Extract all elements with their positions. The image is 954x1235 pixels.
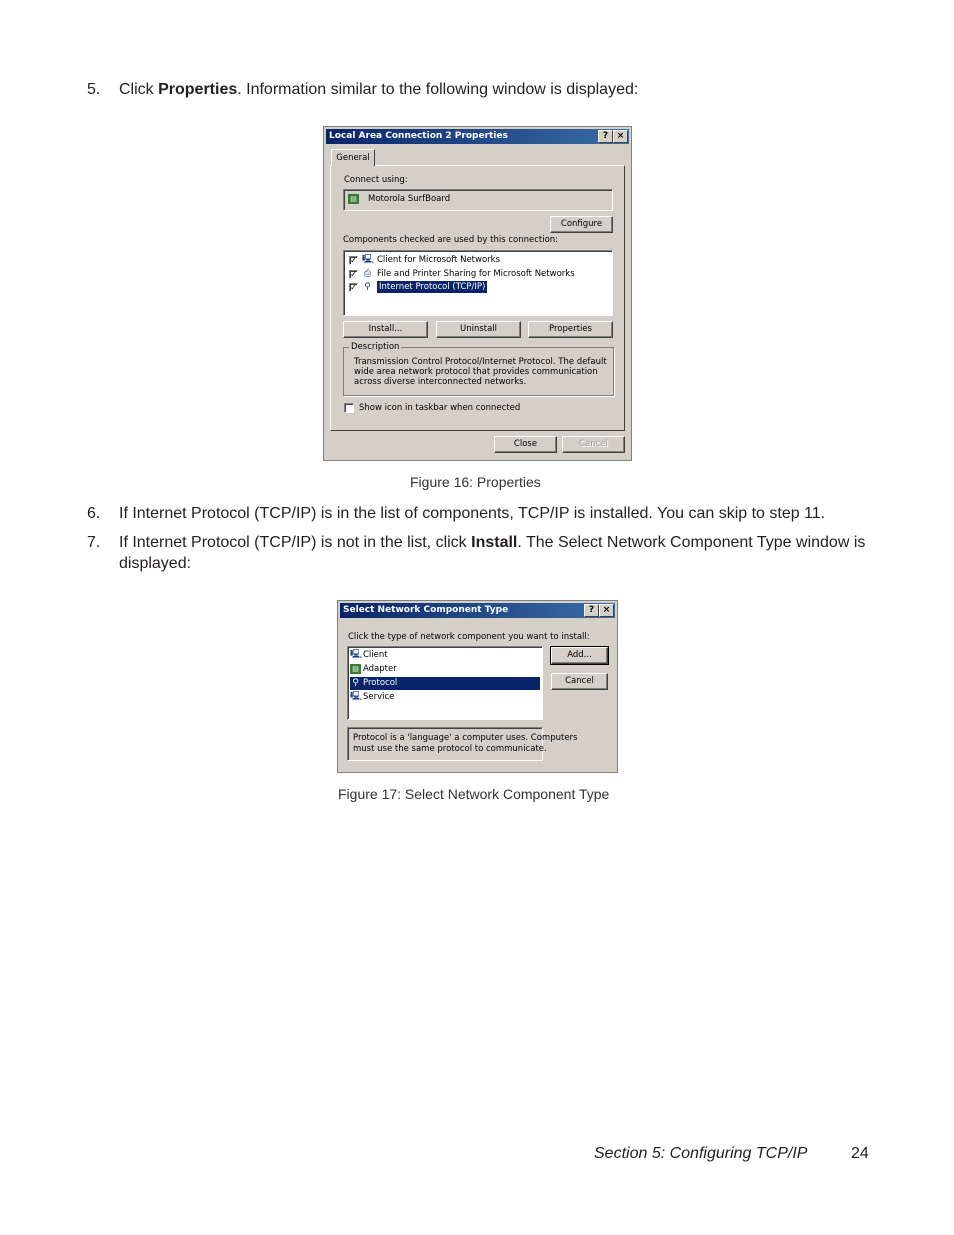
prompt-label: Click the type of network component you want to install: bbox=[348, 632, 590, 642]
close-icon[interactable]: × bbox=[599, 604, 614, 617]
close-button[interactable]: Close bbox=[494, 436, 557, 453]
install-term: Install bbox=[471, 534, 518, 551]
service-icon: 🖳 bbox=[350, 692, 363, 702]
component-type-list[interactable] bbox=[347, 646, 543, 720]
tab-general[interactable]: General bbox=[331, 149, 375, 166]
description-line: wide area network protocol that provides communication bbox=[354, 367, 598, 377]
component-checkbox[interactable]: ✓ bbox=[350, 283, 357, 292]
step-text: Click Properties. Information similar to the following window is displayed: bbox=[119, 81, 639, 98]
list-item[interactable] bbox=[350, 691, 540, 704]
description-line: across diverse interconnected networks. bbox=[354, 377, 527, 387]
step-number: 7. bbox=[87, 534, 101, 551]
properties-term: Properties bbox=[158, 81, 238, 98]
description-line: Transmission Control Protocol/Internet Protocol. The default bbox=[354, 357, 607, 367]
step-6 bbox=[87, 503, 907, 525]
step-7 bbox=[87, 532, 907, 576]
network-card-icon: ▤ bbox=[350, 664, 361, 674]
cancel-button[interactable]: Cancel bbox=[551, 673, 608, 690]
list-item[interactable] bbox=[347, 268, 609, 281]
component-label: Client for Microsoft Networks bbox=[377, 255, 501, 265]
list-item[interactable] bbox=[347, 281, 609, 294]
lan-properties-dialog bbox=[323, 126, 632, 461]
select-component-type-dialog bbox=[337, 600, 618, 773]
step-number: 6. bbox=[87, 505, 101, 522]
component-label: File and Printer Sharing for Microsoft Networks bbox=[377, 269, 575, 279]
step-text: If Internet Protocol (TCP/IP) is not in the list, click Install. The Select Network Component Type window is bbox=[119, 534, 866, 551]
dialog-title: Local Area Connection 2 Properties bbox=[329, 131, 508, 141]
printer-icon: ⎙ bbox=[363, 269, 372, 279]
description-label: Description bbox=[351, 342, 400, 352]
network-card-icon: ▤ bbox=[348, 194, 359, 204]
description-line: Protocol is a 'language' a computer uses. Computers bbox=[353, 733, 578, 743]
help-button[interactable]: ? bbox=[598, 130, 613, 143]
dialog-title: Select Network Component Type bbox=[343, 605, 509, 615]
description-box bbox=[347, 727, 578, 761]
dialog-titlebar bbox=[340, 603, 615, 618]
computer-icon: 🖳 bbox=[362, 255, 375, 265]
list-item-selected[interactable] bbox=[350, 677, 540, 690]
figure-16-caption: Figure 16: Properties bbox=[410, 474, 541, 490]
adapter-name: Motorola SurfBoard bbox=[368, 194, 451, 204]
components-list[interactable] bbox=[343, 250, 613, 316]
component-checkbox[interactable]: ✓ bbox=[350, 256, 357, 265]
install-button[interactable]: Install... bbox=[343, 321, 428, 338]
computer-icon: 🖳 bbox=[350, 650, 363, 660]
network-protocol-icon: ⚲ bbox=[364, 282, 371, 292]
item-label: Service bbox=[363, 692, 395, 702]
component-label-selected: Internet Protocol (TCP/IP) bbox=[379, 282, 486, 292]
list-item[interactable] bbox=[350, 649, 540, 662]
item-label: Protocol bbox=[363, 678, 398, 688]
item-label: Adapter bbox=[363, 664, 397, 674]
footer-page-number: 24 bbox=[851, 1145, 869, 1162]
list-item[interactable] bbox=[350, 663, 540, 676]
show-icon-checkbox[interactable] bbox=[344, 403, 354, 413]
uninstall-button[interactable]: Uninstall bbox=[436, 321, 521, 338]
step-text-line2: displayed: bbox=[119, 555, 192, 572]
adapter-field bbox=[343, 189, 613, 211]
description-line: must use the same protocol to communicate. bbox=[353, 744, 547, 754]
dialog-titlebar bbox=[326, 129, 629, 144]
close-icon[interactable]: × bbox=[613, 130, 628, 143]
footer-section-title: Section 5: Configuring TCP/IP bbox=[594, 1145, 808, 1162]
network-protocol-icon: ⚲ bbox=[352, 678, 359, 688]
connect-using-label: Connect using: bbox=[344, 175, 408, 185]
show-icon-label: Show icon in taskbar when connected bbox=[359, 403, 521, 413]
list-item[interactable] bbox=[347, 254, 609, 267]
add-button[interactable]: Add... bbox=[551, 647, 608, 664]
step-5 bbox=[87, 79, 887, 101]
help-button[interactable]: ? bbox=[584, 604, 599, 617]
components-label: Components checked are used by this connection: bbox=[343, 235, 559, 245]
figure-17-caption: Figure 17: Select Network Component Type bbox=[338, 786, 610, 802]
item-label: Client bbox=[363, 650, 388, 660]
configure-button[interactable]: Configure bbox=[550, 216, 613, 233]
step-text: If Internet Protocol (TCP/IP) is in the list of components, TCP/IP is installed. You can skip to step 11. bbox=[119, 505, 826, 522]
component-checkbox[interactable]: ✓ bbox=[350, 270, 357, 279]
properties-button[interactable]: Properties bbox=[528, 321, 613, 338]
cancel-button[interactable]: Cancel bbox=[562, 436, 625, 453]
step-number: 5. bbox=[87, 81, 101, 98]
